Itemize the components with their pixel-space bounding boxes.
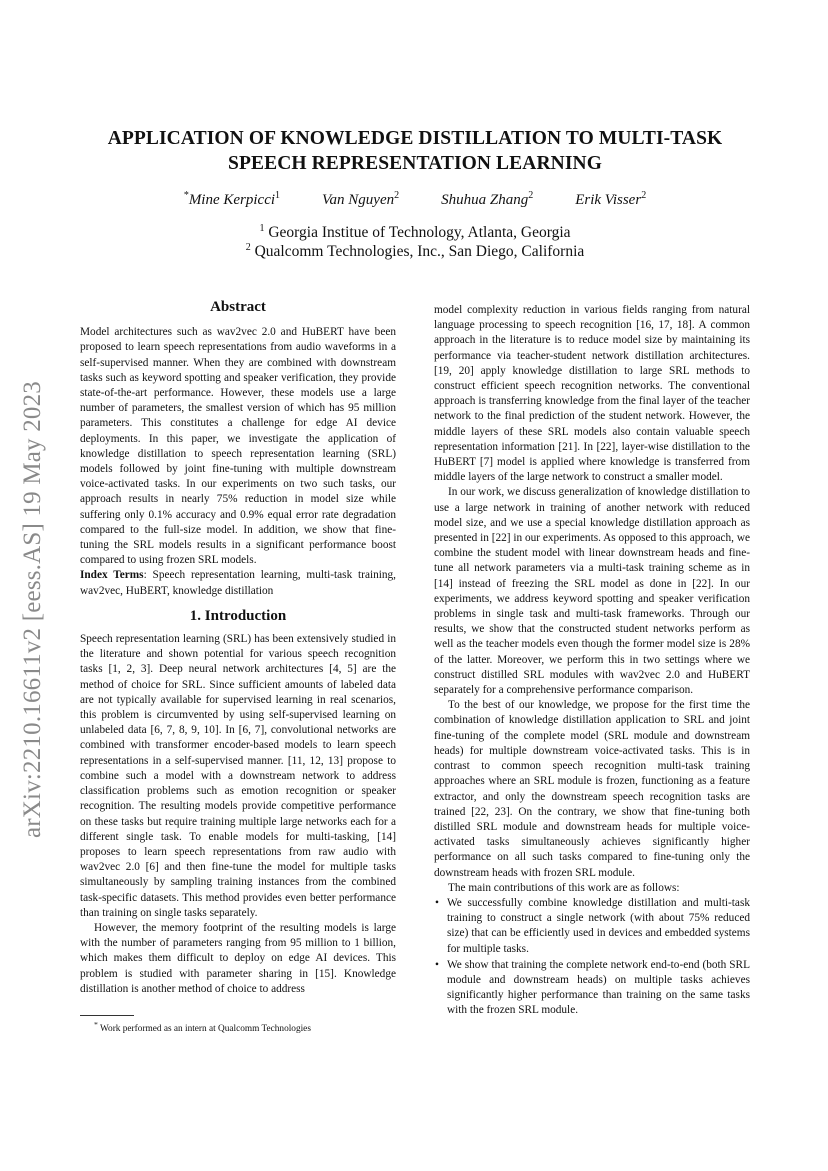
abstract-body: Model architectures such as wav2vec 2.0 and HuBERT have been proposed to learn speech representations from audio waveforms in a self-supervised manner. When they are combined with downstream tasks such as keyword spotting and speaker verification, they provide state-of-the-art performance. However, these models use a large number of parameters, the smallest version of which has 95 million parameters. This constitutes a challenge for edge AI device deployments. In this paper, we investigate the application of knowledge distillation to speech representation learning (SRL) models followed by joint fine-tuning with multiple downstream voice-activated tasks. In our experiments on two such tasks, our approach results in nearly 75% reduction in model size while suffering only 0.1% accuracy and 0.9% equal error rate degradation compared to the full-size model. In addition, we show that fine-tuning the SRL models results in a significant performance boost compared to using frozen SRL models.: [80, 326, 396, 567]
author: Van Nguyen$^2$: [322, 190, 400, 208]
paper-title: [80, 126, 750, 176]
intro-paragraph-1: Speech representation learning (SRL) has been extensively studied in the literature and shown potential for various speech recognition tasks [1, 2, 3]. Deep neural network architectures [4, 5] are the method of choice for SRL. Since sufficient amounts of labeled data are not typically available for supervised learning in real scenarios, this problem is circumvented by using self-supervised learning on unlabeled data [6, 7, 8, 9, 10]. In [6, 7], convolutional networks are combined with transformer encoder-based models to learn speech representations in a self-supervised manner. [11, 12, 13] propose to combine such a model with a downstream network to address classification problems such as emotion recognition or speaker recognition. The resulting models provide competitive performance on these tasks but require training multiple large networks each for a different single task. To enable models for multi-tasking, [14] proposes to learn speech representations from raw audio with wav2vec 2.0 [6] and then fine-tune the model for multiple tasks simultaneously by sampling training instances from the combined task-specific datasets. This method provides even better performance than training on single tasks separately.: [80, 633, 396, 919]
footnote: * Work performed as an intern at Qualcomm Technologies: [94, 1020, 311, 1035]
intro-paragraph-2: However, the memory footprint of the resulting models is large with the number of parameters ranging from 95 million to 1 billion, which makes them difficult to deploy on edge AI devices. This problem is studied with parameter sharing in [15]. Knowledge distillation is another method of choice to address: [80, 921, 396, 995]
author-list: [80, 190, 750, 209]
contribution-item: • We show that training the complete network end-to-end (both SRL module and downstream heads) on multiple tasks achieves significantly higher performance than training on the same tasks with the frozen SRL module.: [447, 958, 750, 1019]
right-column: [434, 303, 750, 1020]
introduction-heading: 1. Introduction: [189, 607, 287, 624]
left-column: [80, 300, 396, 997]
abstract-heading: Abstract: [210, 299, 266, 315]
arxiv-identifier: [10, 345, 56, 875]
intro-paragraph-3: model complexity reduction in various fields ranging from natural language processing to speech recognition [16, 17, 18]. A common approach in the literature is to reduce model size by maintaining its performance via teacher-student network distillation architectures. [19, 20] apply knowledge distillation to large SRL methods to construct efficient speech recognition networks. The conventional approach is transferring knowledge from the final layer of the teacher network to the final prediction of the student network. However, the middle layers of these SRL models also contain valuable speech representation information [21]. In [22], layer-wise distillation to the HuBERT [7] model is applied where knowledge is transferred from middle layers of the large network to construct a smaller model.: [434, 304, 750, 484]
title-line-2: SPEECH REPRESENTATION LEARNING: [228, 153, 602, 174]
footnote-divider: [80, 1015, 134, 1016]
title-line-1: APPLICATION OF KNOWLEDGE DISTILLATION TO MULTI-TASK: [107, 128, 723, 149]
author: *Mine Kerpicci$^1$: [183, 190, 281, 208]
affiliation-2: $^2$ Qualcomm Technologies, Inc., San Diego, California: [245, 242, 585, 261]
affiliation-1: $^1$ Georgia Institue of Technology, Atlanta, Georgia: [259, 223, 571, 242]
contributions-list: [434, 896, 750, 1019]
author: Shuhua Zhang$^2$: [441, 190, 534, 208]
intro-paragraph-4: In our work, we discuss generalization of knowledge distillation to use a large network in training of another network with reduced model size, and we use a special knowledge distillation approach as presented in [22] in our experiments. As opposed to this approach, we combine the student model with linear downstream heads and fine-tune all network parameters via a multi-task training scheme as in [14] instead of freezing the SRL model as done in [22]. In our experiments, we address keyword spotting and speaker verification problems in single task and multi-task frameworks. Through our results, we show that the constructed student networks perform as well as the teacher models even though the former model size is 28% of the latter. Moreover, we perform this in two settings where we construct distilled SRL modules with wav2vec 2.0 and HuBERT separately for a comprehensive performance comparison.: [434, 486, 750, 697]
contributions-intro: The main contributions of this work are as follows:: [448, 881, 680, 894]
index-terms: Index Terms: Speech representation learning, multi-task training, wav2vec, HuBERT, knowledge distillation: [80, 569, 397, 597]
intro-paragraph-5: To the best of our knowledge, we propose for the first time the combination of knowledge distillation application to SRL and joint fine-tuning of the complete model (SRL module and downstream heads) for multiple downstream voice-activated tasks. This is in contrast to common speech recognition multi-task training approaches where an SRL module is frozen, functioning as a feature extractor, and only the downstream speech recognition tasks are trained [22, 23]. On the contrary, we show that fine-tuning both distilled SRL module and downstream heads for multiple voice-activated tasks simultaneously achieves significantly higher performance on all such tasks compared to fine-tuning only the downstream heads with frozen SRL module.: [434, 699, 750, 879]
author: Erik Visser$^2$: [575, 190, 647, 208]
contribution-item: • We successfully combine knowledge distillation and multi-task training to construct a single network (with about 75% reduced size) that can be efficiently used in devices and embedded systems for multiple tasks.: [447, 896, 750, 957]
arxiv-id-text: arXiv:2210.16611v2 [eess.AS] 19 May 2023: [19, 381, 46, 839]
